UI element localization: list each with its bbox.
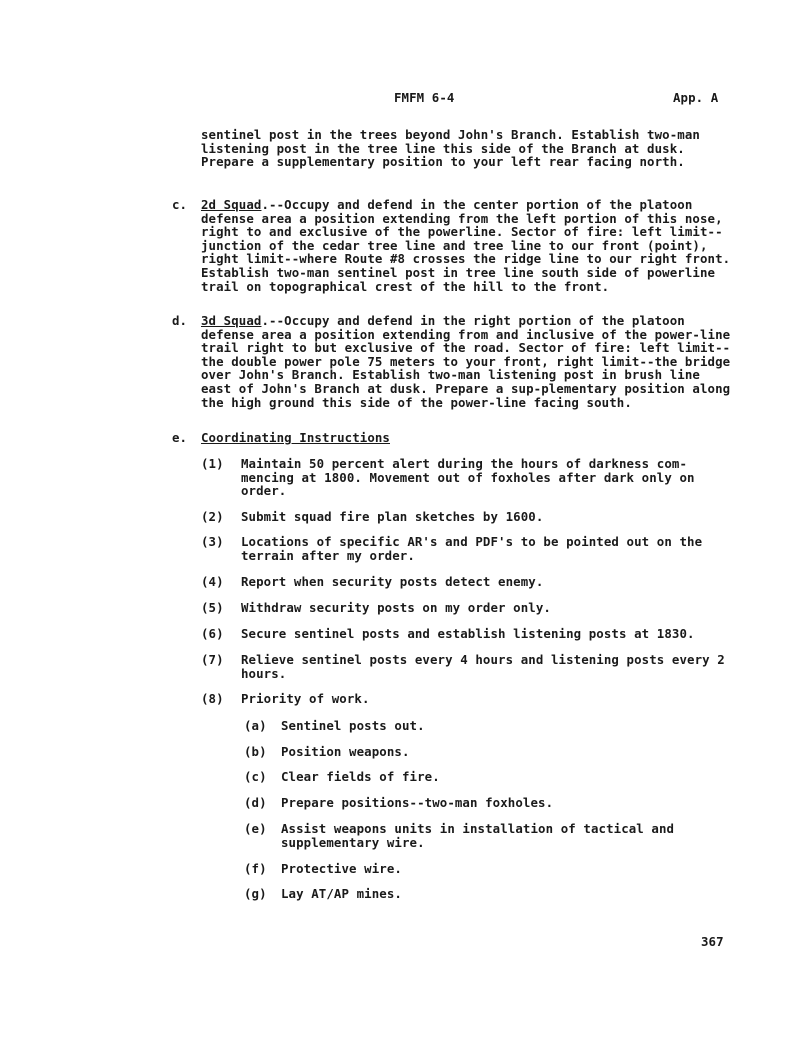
list-item-number: (1) bbox=[201, 456, 224, 471]
paragraph-e-marker: e. bbox=[172, 430, 188, 445]
paragraph-c-body: .--Occupy and defend in the center portion of the platoon defense area a position extending from the left portion of this nose, right to and exclusive of the powerline. Sector of fire: left limit--junction of the cedar tree line and tree line to our front (point), right limit--where Route #8 crosses the ridge line to our right front. Establish two-man sentinel post in tree line south side of powerline trail on topographical crest of the hill to the front. bbox=[201, 197, 731, 294]
list-item: Priority of work. bbox=[241, 691, 370, 706]
paragraph-d-heading: 3d Squad bbox=[201, 313, 262, 328]
list-item-number: (2) bbox=[201, 509, 224, 524]
continuation-text: sentinel post in the trees beyond John's Branch. Establish two-man listening post in the tree line this side of the Branch at dusk. Prepare a supplementary position to your left rear facing north. bbox=[201, 127, 700, 170]
sub-list-item: Clear fields of fire. bbox=[281, 769, 440, 784]
list-item: Report when security posts detect enemy. bbox=[241, 574, 544, 589]
paragraph-c bbox=[201, 198, 731, 293]
sub-list-item: Prepare positions--two-man foxholes. bbox=[281, 795, 554, 810]
sub-list-item: Position weapons. bbox=[281, 744, 410, 759]
list-item-number: (8) bbox=[201, 691, 224, 706]
list-item: Locations of specific AR's and PDF's to be pointed out on the terrain after my order. bbox=[241, 534, 703, 563]
sub-list-item: Sentinel posts out. bbox=[281, 718, 425, 733]
list-item: Withdraw security posts on my order only. bbox=[241, 600, 551, 615]
sub-item-letter: (c) bbox=[244, 769, 267, 784]
list-item-number: (7) bbox=[201, 652, 224, 667]
sub-list-item: Assist weapons units in installation of tactical and supplementary wire. bbox=[281, 821, 675, 850]
sub-list-item: Lay AT/AP mines. bbox=[281, 886, 402, 901]
list-item: Secure sentinel posts and establish listening posts at 1830. bbox=[241, 626, 695, 641]
list-item: Maintain 50 percent alert during the hours of darkness com-mencing at 1800. Movement out of foxholes after dark only on order. bbox=[241, 456, 695, 499]
sub-item-letter: (d) bbox=[244, 795, 267, 810]
sub-item-letter: (b) bbox=[244, 744, 267, 759]
appendix-label: App. A bbox=[673, 90, 719, 105]
coordinating-instructions-heading: Coordinating Instructions bbox=[201, 430, 390, 445]
continuation-paragraph bbox=[201, 128, 731, 169]
sub-item-letter: (e) bbox=[244, 821, 267, 836]
list-item: Relieve sentinel posts every 4 hours and listening posts every 2 hours. bbox=[241, 652, 725, 681]
sub-item-letter: (a) bbox=[244, 718, 267, 733]
page-number: 367 bbox=[701, 934, 724, 949]
document-id: FMFM 6-4 bbox=[394, 90, 455, 105]
paragraph-d-marker: d. bbox=[172, 313, 188, 328]
sub-item-letter: (f) bbox=[244, 861, 267, 876]
list-item-number: (4) bbox=[201, 574, 224, 589]
paragraph-d-body: .--Occupy and defend in the right portion of the platoon defense area a position extending from and inclusive of the power-line trail right to but exclusive of the road. Sector of fire: left limit--the double power pole 75 meters to your front, right limit--the bridge over John's Branch. Establish two-man listening post in brush line east of John's Branch at dusk. Prepare a sup-plementary position along the high ground this side of the power-line facing south. bbox=[201, 313, 731, 410]
list-item-number: (6) bbox=[201, 626, 224, 641]
sub-list-item: Protective wire. bbox=[281, 861, 402, 876]
paragraph-c-marker: c. bbox=[172, 197, 188, 212]
list-item-number: (3) bbox=[201, 534, 224, 549]
paragraph-e-heading bbox=[201, 431, 390, 445]
list-item-number: (5) bbox=[201, 600, 224, 615]
list-item: Submit squad fire plan sketches by 1600. bbox=[241, 509, 544, 524]
paragraph-d bbox=[201, 314, 731, 409]
sub-item-letter: (g) bbox=[244, 886, 267, 901]
paragraph-c-heading: 2d Squad bbox=[201, 197, 262, 212]
